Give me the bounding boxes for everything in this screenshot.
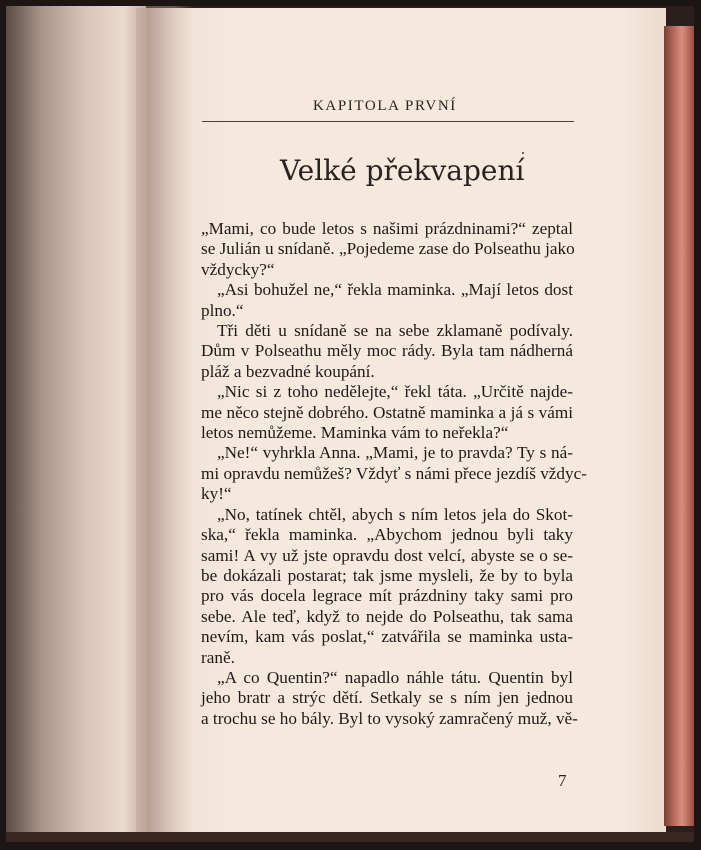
text-line: ky!“ <box>201 484 232 504</box>
chapter-heading: KAPITOLA PRVNÍ <box>313 98 457 114</box>
text-line: raně. <box>201 647 235 667</box>
spine-shadow <box>124 6 194 842</box>
text-line: se Julián u snídaně. „Pojedeme zase do Polseathu jako <box>201 239 575 259</box>
page-edge <box>664 26 694 826</box>
page-number: 7 <box>558 771 567 790</box>
text-line: plno.“ <box>201 300 244 320</box>
text-line: „Nic si z toho nedělejte,“ řekl táta. „Určitě najde- <box>217 382 573 402</box>
text-line: be dokázali postarat; tak jsme mysleli, že by to byla <box>201 565 573 585</box>
text-line: sami! A vy už jste opravdu dost velcí, abyste se o se- <box>201 545 573 565</box>
chapter-rule <box>202 121 574 122</box>
text-line: „Asi bohužel ne,“ řekla maminka. „Mají letos dost <box>217 280 573 300</box>
bottom-edge <box>6 832 694 842</box>
text-line: „No, tatínek chtěl, abych s ním letos jela do Skot- <box>217 504 573 524</box>
text-line: a trochu se ho bály. Byl to vysoký zamračený muž, vě- <box>201 708 578 728</box>
text-line: „Ne!“ vyhrkla Anna. „Mami, je to pravda? Ty s ná- <box>217 443 573 463</box>
text-line: nevím, kam vás poslat,“ zatvářila se maminka usta- <box>201 627 573 647</box>
text-line: vždycky?“ <box>201 259 275 279</box>
text-line: „A co Quentin?“ napadlo náhle tátu. Quentin byl <box>217 667 573 687</box>
text-line: Dům v Polseathu měly moc rády. Byla tam nádherná <box>201 341 573 361</box>
text-line: sebe. Ale teď, když to nejde do Polseathu, tak sama <box>201 606 573 626</box>
text-line: jeho bratr a strýc dětí. Setkaly se s ním jen jednou <box>201 688 573 708</box>
text-line: Tři děti u snídaně se na sebe zklamaně podívaly. <box>217 321 573 341</box>
text-line: letos nemůžeme. Maminka vám to neřekla?“ <box>201 423 509 443</box>
text-line: pro vás docela legrace mít prázdniny taky sami pro <box>201 586 573 606</box>
text-line: ska,“ řekla maminka. „Abychom jednou byli taky <box>201 525 573 545</box>
text-line: „Mami, co bude letos s našimi prázdninami?“ zeptal <box>201 219 573 238</box>
body-text <box>201 219 587 729</box>
print-speck <box>522 152 524 154</box>
text-line: mi opravdu nemůžeš? Vždyť s námi přece jezdíš vždyc- <box>201 463 587 483</box>
chapter-title: Velké překvapení <box>280 154 525 187</box>
text-line: me něco stejně dobrého. Ostatně maminka a já s vámi <box>201 402 573 422</box>
text-line: pláž a bezvadné koupání. <box>201 361 375 381</box>
